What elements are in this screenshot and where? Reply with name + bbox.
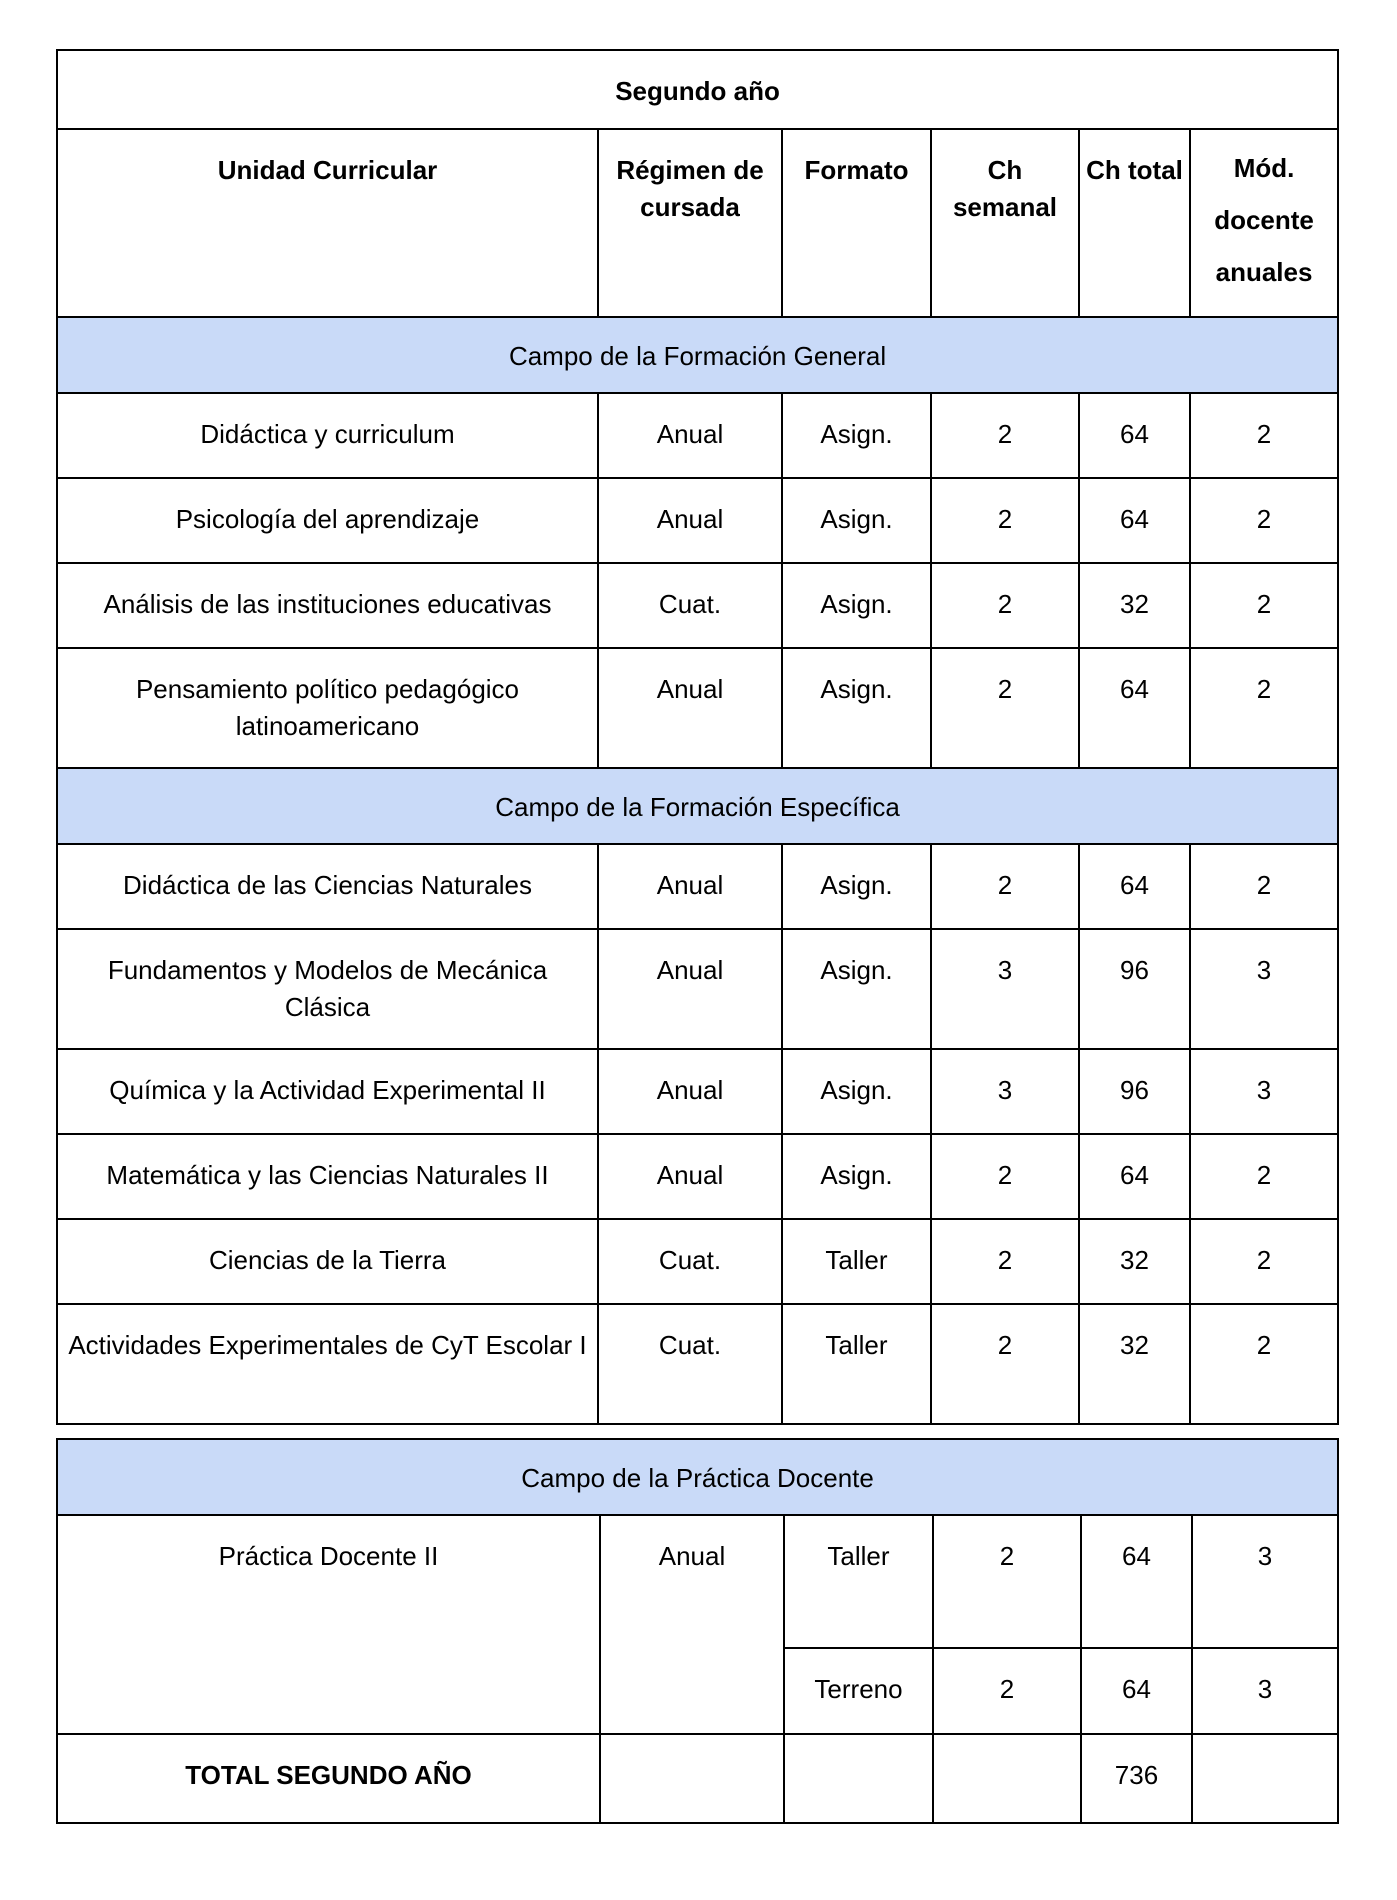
table-row [57,844,1338,929]
cell-modulos: 3 [1190,929,1338,1049]
header-formato: Formato [782,129,931,317]
cell-formato: Taller [782,1219,931,1304]
cell-unidad: Fundamentos y Modelos de Mecánica Clásica [57,929,598,1049]
cell-ch-semanal: 2 [931,648,1079,768]
header-ch-semanal: Ch semanal [931,129,1079,317]
cell-modulos: 3 [1190,1049,1338,1134]
cell-regimen: Anual [598,1049,782,1134]
cell-ch-semanal: 2 [933,1515,1081,1648]
total-label: TOTAL SEGUNDO AÑO [57,1734,600,1823]
cell-formato: Asign. [782,648,931,768]
cell-unidad: Ciencias de la Tierra [57,1219,598,1304]
table-row [57,648,1338,768]
cell-modulos: 3 [1192,1515,1338,1648]
cell-formato: Taller [782,1304,931,1424]
total-empty-cell [600,1734,784,1823]
cell-unidad: Análisis de las instituciones educativas [57,563,598,648]
cell-ch-semanal: 3 [931,929,1079,1049]
cell-unidad: Química y la Actividad Experimental II [57,1049,598,1134]
cell-formato: Asign. [782,393,931,478]
cell-regimen: Cuat. [598,1219,782,1304]
cell-ch-total: 96 [1079,1049,1190,1134]
cell-formato: Asign. [782,1134,931,1219]
total-empty-cell [1192,1734,1338,1823]
cell-ch-semanal: 3 [931,1049,1079,1134]
table-row [57,1304,1338,1424]
cell-modulos: 2 [1190,844,1338,929]
cell-modulos: 2 [1190,648,1338,768]
cell-modulos: 2 [1190,393,1338,478]
header-row [57,129,1338,317]
table-row [57,1049,1338,1134]
cell-ch-total: 32 [1079,563,1190,648]
cell-modulos: 3 [1192,1648,1338,1734]
table-row [57,563,1338,648]
cell-ch-semanal: 2 [931,563,1079,648]
table-row [57,393,1338,478]
cell-regimen: Cuat. [598,563,782,648]
curriculum-document [56,49,1337,1824]
cell-regimen: Anual [598,478,782,563]
total-row [57,1734,1338,1823]
section-practica-docente: Campo de la Práctica Docente [57,1439,1338,1515]
cell-ch-semanal: 2 [931,1134,1079,1219]
table-title: Segundo año [57,50,1338,129]
cell-ch-total: 96 [1079,929,1190,1049]
cell-regimen: Anual [598,929,782,1049]
table-row [57,478,1338,563]
cell-regimen: Anual [598,648,782,768]
cell-regimen: Anual [598,393,782,478]
cell-modulos: 2 [1190,1134,1338,1219]
cell-ch-total: 64 [1079,844,1190,929]
header-modulos: Mód. docente anuales [1190,129,1338,317]
cell-formato: Asign. [782,1049,931,1134]
table-row [57,1134,1338,1219]
cell-unidad: Didáctica y curriculum [57,393,598,478]
cell-unidad: Práctica Docente II [57,1515,600,1734]
cell-ch-total: 32 [1079,1219,1190,1304]
practica-table [56,1438,1339,1824]
cell-ch-total: 64 [1081,1515,1192,1648]
cell-formato: Asign. [782,563,931,648]
cell-modulos: 2 [1190,1304,1338,1424]
section-formacion-general: Campo de la Formación General [57,317,1338,393]
cell-ch-semanal: 2 [931,844,1079,929]
table-row [57,1515,1338,1648]
table-row [57,929,1338,1049]
cell-ch-total: 64 [1079,648,1190,768]
section-formacion-especifica: Campo de la Formación Específica [57,768,1338,844]
cell-ch-total: 64 [1079,393,1190,478]
cell-unidad: Didáctica de las Ciencias Naturales [57,844,598,929]
cell-regimen: Anual [598,844,782,929]
cell-modulos: 2 [1190,563,1338,648]
total-empty-cell [784,1734,933,1823]
cell-ch-total: 64 [1079,1134,1190,1219]
cell-modulos: 2 [1190,1219,1338,1304]
cell-formato: Asign. [782,844,931,929]
cell-modulos: 2 [1190,478,1338,563]
cell-ch-semanal: 2 [931,1219,1079,1304]
cell-ch-semanal: 2 [931,478,1079,563]
cell-ch-total: 64 [1079,478,1190,563]
cell-ch-total: 32 [1079,1304,1190,1424]
curriculum-table [56,49,1339,1425]
cell-unidad: Actividades Experimentales de CyT Escolar I [57,1304,598,1424]
cell-formato: Terreno [784,1648,933,1734]
cell-formato: Asign. [782,929,931,1049]
cell-unidad: Psicología del aprendizaje [57,478,598,563]
cell-regimen: Cuat. [598,1304,782,1424]
cell-regimen: Anual [598,1134,782,1219]
total-empty-cell [933,1734,1081,1823]
header-unidad: Unidad Curricular [57,129,598,317]
cell-unidad: Matemática y las Ciencias Naturales II [57,1134,598,1219]
cell-ch-semanal: 2 [931,393,1079,478]
cell-formato: Asign. [782,478,931,563]
header-regimen: Régimen de cursada [598,129,782,317]
table-row [57,1219,1338,1304]
cell-regimen: Anual [600,1515,784,1734]
cell-formato: Taller [784,1515,933,1648]
header-ch-total: Ch total [1079,129,1190,317]
cell-ch-semanal: 2 [931,1304,1079,1424]
cell-ch-semanal: 2 [933,1648,1081,1734]
cell-unidad: Pensamiento político pedagógico latinoamericano [57,648,598,768]
table-gap [56,1425,1337,1438]
cell-ch-total: 64 [1081,1648,1192,1734]
total-ch-total: 736 [1081,1734,1192,1823]
